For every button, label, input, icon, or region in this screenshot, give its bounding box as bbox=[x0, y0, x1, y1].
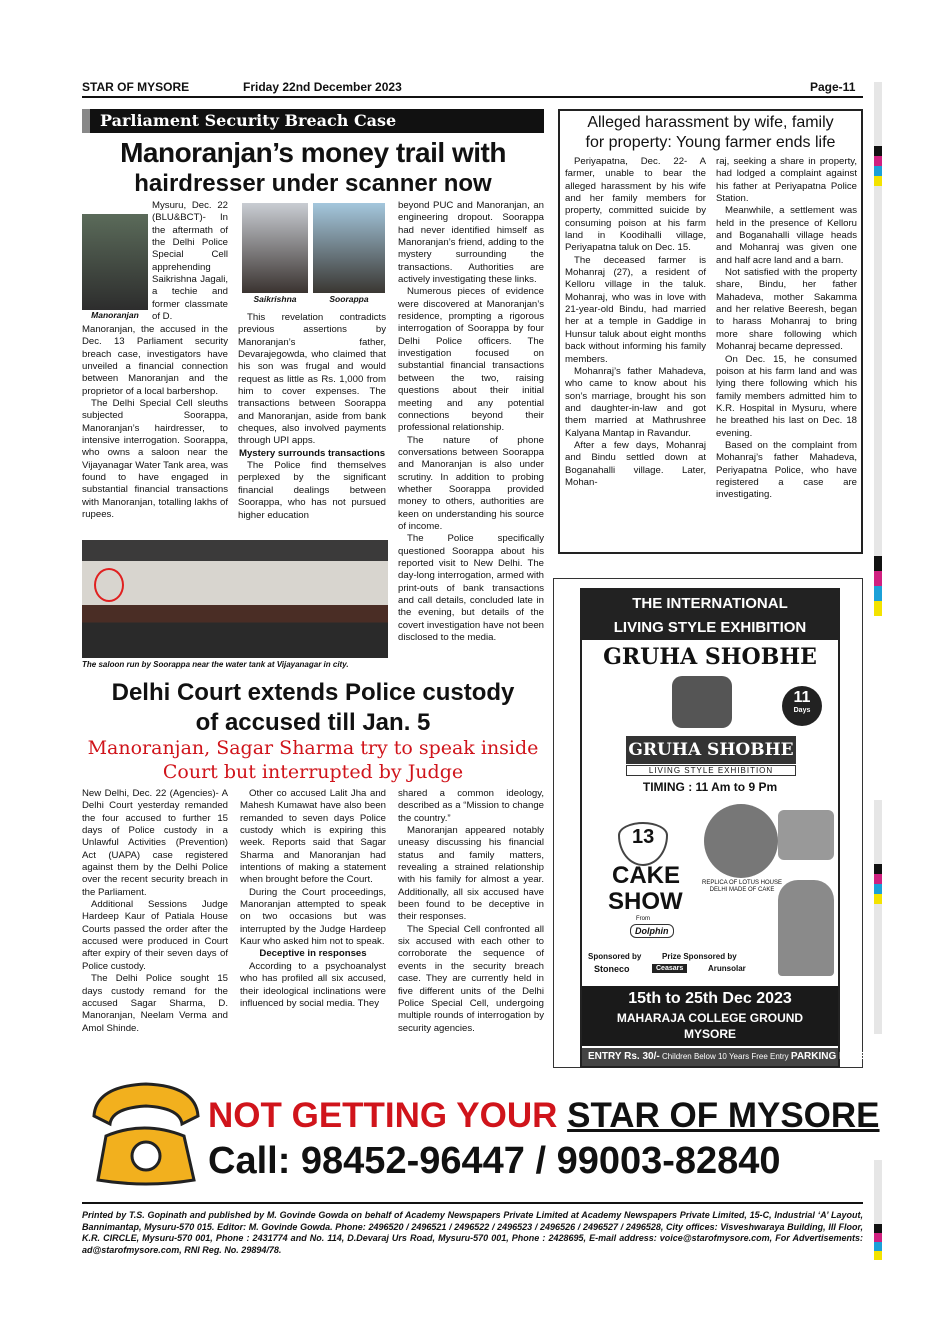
paragraph: During the Court proceedings, Manoranjan attempted to speak on two occasions but was interrupted by the Judge Hardeep Kaur who asked him not to speak. bbox=[240, 886, 386, 948]
days-badge bbox=[782, 686, 822, 726]
replica-caption: REPLICA OF LOTUS HOUSE DELHI MADE OF CAKE bbox=[701, 880, 783, 893]
sponsor-logo: Stoneco bbox=[594, 964, 630, 974]
margin-strip bbox=[874, 1160, 882, 1224]
parking: PARKING FREE bbox=[790, 1051, 866, 1062]
soorappa-photo bbox=[313, 203, 385, 293]
paper-name: STAR OF MYSORE bbox=[82, 80, 190, 94]
photo-caption: The saloon run by Soorappa near the water tank at Vijayanagar in city. bbox=[82, 660, 349, 669]
entry-bar bbox=[582, 1048, 866, 1066]
photo-caption: Manoranjan bbox=[82, 310, 148, 320]
paragraph: Manoranjan, the accused in the Dec. 13 Parliament security breach case, investigators have unveiled a financial connection between Manoranjan and the proprietor of a local barbershop. bbox=[82, 324, 228, 397]
advertisement bbox=[580, 588, 866, 1068]
paragraph: The Delhi Police sought 15 days custody remand for the accused Sagar Sharma, D. Manoranjan, Neelam Verma and Amol Shinde. bbox=[82, 973, 228, 1034]
story-kicker: Parliament Security Breach Case bbox=[100, 111, 397, 130]
saikrishna-photo bbox=[242, 203, 308, 293]
dolphin-logo: Dolphin bbox=[630, 924, 674, 938]
ad-title-line1: THE INTERNATIONAL bbox=[632, 595, 788, 612]
ad-banner bbox=[582, 590, 838, 640]
paragraph: New Delhi, Dec. 22 (Agencies)- A Delhi Court yesterday remanded the four accused to further 15 days of Police custody in a Unlawful Activities (Prevention) Act (UAPA) case registered against them by the Delhi Police over the recent security breach in the Parliament. bbox=[82, 788, 228, 898]
paragraph: The Delhi Special Cell sleuths subjected Soorappa, Manoranjan’s hairdresser, to intensive interrogation. Soorappa, who owns a saloon near the Vijayanagar Water Tank area, was found to have engaged in substantial financial transactions with Manoranjan, totalling lakhs of rupees. bbox=[82, 398, 228, 521]
paragraph: shared a common ideology, described as a “Mission to change the country.” bbox=[398, 788, 544, 824]
page-number: Page-11 bbox=[810, 80, 856, 94]
article-column bbox=[238, 312, 386, 522]
paragraph: Mysuru, Dec. 22 (BLU&BCT)- In the aftermath of the Delhi Police Special Cell apprehending Saikrishna Jagali, a techie and former classmate of D. bbox=[152, 200, 228, 323]
prize-label: Prize Sponsored by bbox=[662, 952, 737, 961]
paragraph: Mohanraj’s father Mahadeva, who came to know about his son’s marriage, brought his son and daughter-in-law and got them married at Mathrushree Kalyana Mantap in Ravandur. bbox=[565, 365, 706, 439]
paragraph: raj, seeking a share in property, had lodged a complaint against his father at Periyapatna Police Station. bbox=[716, 156, 857, 205]
color-bar bbox=[874, 556, 882, 616]
paragraph: After a few days, Mohanraj and Bindu settled down at Boganahalli village. Later, Mohan- bbox=[565, 439, 706, 488]
sponsor-logo: Arunsolar bbox=[708, 964, 746, 973]
paragraph: Numerous pieces of evidence were discovered at Manoranjan’s residence, prompting a rigorous interrogation of Soorappa by four Delhi Police officers. The investigation focused on substantial financial transactions between the two, raising questions about their initial meeting and any potential connections beyond their professional relationship. bbox=[398, 286, 544, 434]
subheading: Deceptive in responses bbox=[259, 948, 367, 960]
color-bar bbox=[874, 864, 882, 904]
banner-phone: Call: 98452-96447 / 99003-82840 bbox=[208, 1140, 781, 1182]
article-column bbox=[82, 788, 228, 1035]
sponsored-label: Sponsored by bbox=[588, 952, 642, 961]
imprint: Printed by T.S. Gopinath and published by M. Govinde Gowda on behalf of Academy Newspapers Private Limited at Academy Newspapers Private Limited, 15-C, Industrial ‘A’ Layout, Bannimantap, Mysuru-570 015. Editor: M. Govinde Gowda. Phone: 2496520 / 2496521 / 2496522 / 2496523 / 2496526 / 2496527 / 2496528, City offices: Visveshwaraya Building, III Floor, K.R. CIRCLE, Mysuru-570 001, Phone : 2431774 and No. 114, D.Devaraj Urs Road, Mysuru-570 001, Phone : 2428695, E-mail address: voice@starofmysore.com, For Advertisements: ad@starofmysore.com, RNI Reg. No. 29894/78. bbox=[82, 1210, 863, 1255]
paragraph: This revelation contradicts previous assertions by Manoranjan’s father, Devarajegowda, who claimed that his son was frugal and would request as little as Rs. 1,000 from him to cover expenses. The transactions between Soorappa and Manoranjan, aside from bank cheques, also involved payments through UPI apps. bbox=[238, 312, 386, 447]
photo-caption: Soorappa bbox=[329, 294, 369, 304]
highlight-circle bbox=[94, 568, 124, 602]
venue: MAHARAJA COLLEGE GROUND bbox=[616, 1011, 804, 1025]
color-bar bbox=[874, 1224, 882, 1260]
show-title: SHOW bbox=[608, 888, 683, 915]
paragraph: According to a psychoanalyst who has profiled all six accused, their ideological inclinations were influenced by social media. They bbox=[240, 960, 386, 1009]
photo-caption: Saikrishna bbox=[253, 294, 297, 304]
logo-subtitle: LIVING STYLE EXHIBITION bbox=[626, 765, 796, 776]
margin-strip bbox=[874, 904, 882, 1034]
article-column bbox=[82, 200, 228, 323]
paragraph: The Special Cell confronted all six accused with each other to corroborate the sequence of events in the security breach case. They are currently held in five different units of the Delhi Police Special Cell, undergoing multiple rounds of interrogation by security agencies. bbox=[398, 923, 544, 1034]
article-column bbox=[398, 200, 544, 644]
paragraph: The Police specifically questioned Soorappa about his reported visit to New Delhi. The day-long interrogation, armed with print-outs of bank transactions and call details, concluded late in the evening, but details of the covert investigation have not been disclosed to the media. bbox=[398, 533, 544, 644]
article-column bbox=[240, 788, 386, 1010]
entry-fee: ENTRY Rs. 30/- bbox=[588, 1051, 660, 1062]
days-label: Days bbox=[793, 707, 811, 714]
paragraph: Additional Sessions Judge Hardeep Kaur of Patiala House Courts passed the order after the accused were produced in Court after expiry of their seven days of Police custody. bbox=[82, 899, 228, 972]
deck: Manoranjan, Sagar Sharma try to speak inside bbox=[87, 737, 539, 759]
headline-line2: hairdresser under scanner now bbox=[134, 170, 492, 197]
banner-prompt: NOT GETTING YOUR bbox=[208, 1096, 558, 1135]
telephone-icon bbox=[86, 1076, 204, 1188]
shopper-image bbox=[778, 880, 834, 976]
footer-rule bbox=[82, 1202, 863, 1204]
house-graphic bbox=[672, 676, 732, 728]
date-venue-panel bbox=[582, 986, 838, 1046]
entry-note: Children Below 10 Years Free Entry bbox=[661, 1052, 789, 1061]
banner-paper-name: STAR OF MYSORE bbox=[567, 1096, 880, 1135]
cake-number: 13 bbox=[632, 826, 655, 848]
days-number: 11 bbox=[793, 689, 811, 706]
headline: Delhi Court extends Police custody bbox=[111, 679, 515, 706]
paragraph: Other co accused Lalit Jha and Mahesh Kumawat have also been remanded to seven days Police custody which is expiring this week. Reports said that Sagar Sharma and Manoranjan had intentions of making a statement when brought before the Court. bbox=[240, 788, 386, 886]
article-column bbox=[716, 156, 857, 502]
paragraph: The nature of phone conversations between Soorappa and Manoranjan is also under scrutiny. In addition to probing whether Soorappa provided money to others, authorities are keen on understanding his source of income. bbox=[398, 434, 544, 532]
timing: TIMING : 11 Am to 9 Pm bbox=[642, 780, 778, 794]
issue-date: Friday 22nd December 2023 bbox=[243, 80, 402, 94]
venue-city: MYSORE bbox=[683, 1027, 736, 1041]
paragraph: Based on the complaint from Mohanraj’s father Mahadeva, Periyapatna Police, who have registered a case are investigating. bbox=[716, 439, 857, 501]
logo: GRUHA SHOBHE bbox=[626, 736, 796, 764]
kicker-bar bbox=[82, 109, 544, 133]
sponsor-logo: Ceasars bbox=[652, 964, 687, 973]
cake-title: CAKE bbox=[612, 862, 681, 889]
headline: Alleged harassment by wife, family bbox=[587, 114, 834, 131]
lotus-temple-image bbox=[704, 804, 778, 878]
article-column bbox=[82, 324, 228, 522]
headline: Manoranjan’s money trail with bbox=[120, 137, 506, 168]
paragraph: Meanwhile, a settlement was held in the presence of Kelloru and Boganahalli village heads and Mohanraj was given one and half acre land and a barn. bbox=[716, 205, 857, 266]
margin-strip bbox=[874, 82, 882, 146]
paragraph: Periyapatna, Dec. 22- A farmer, unable to bear the alleged harassment by his wife and her family members for property, committed suicide by consuming poison at his farm land in Koodihalli village, Periyapatna taluk on Dec. 15. bbox=[565, 156, 706, 254]
saloon-photo bbox=[82, 540, 388, 658]
ad-brand: GRUHA SHOBHE bbox=[603, 644, 817, 670]
headline-line2: for property: Young farmer ends life bbox=[585, 134, 836, 151]
paragraph: The deceased farmer is Mohanraj (27), a resident of Kelloru village in the taluk. Mohanraj, who was in love with 21-year-old Bindu, had married her at a temple in Gaddige in Hunsur taluk about eight months back without informing his family members. bbox=[565, 254, 706, 365]
margin-strip bbox=[874, 186, 882, 556]
ad-title-line2: LIVING STYLE EXHIBITION bbox=[613, 619, 807, 636]
article-column bbox=[565, 156, 706, 489]
margin-strip bbox=[874, 800, 882, 864]
event-dates: 15th to 25th Dec 2023 bbox=[628, 990, 792, 1007]
paragraph: beyond PUC and Manoranjan, an engineering dropout. Soorappa had never identified himself as Manoranjan’s friend, adding to the mystery surrounding the transactions. Authorities are actively investigating these links. bbox=[398, 200, 544, 286]
fitness-image bbox=[778, 810, 834, 860]
paragraph: Not satisfied with the property share, Bindu, her father Mahadeva, mother Sakamma and her relative Beeresh, began to harass Mohanraj to bring more share following which Mohanraj became depressed. bbox=[716, 267, 857, 353]
banner-line1 bbox=[208, 1096, 880, 1136]
article-column bbox=[398, 788, 544, 1035]
from-label: From bbox=[636, 916, 650, 922]
color-bar bbox=[874, 146, 882, 186]
headline-line2: of accused till Jan. 5 bbox=[195, 709, 431, 736]
paragraph: The Police find themselves perplexed by the significant financial dealings between Soorappa, who has not pursued higher education bbox=[238, 460, 386, 521]
subheading: Mystery surrounds transactions bbox=[238, 447, 386, 459]
deck-line2: Court but interrupted by Judge bbox=[162, 761, 464, 783]
header-rule bbox=[82, 96, 863, 98]
paragraph: Manoranjan appeared notably uneasy discussing his financial status and family matters, revealing a strained relationship with his family for almost a year. Additionally, all six accused have been found to be deceptive in their responses. bbox=[398, 825, 544, 923]
paragraph: On Dec. 15, he consumed poison at his farm land and was lying there following which his family members admitted him to K.R. Hospital in Mysuru, where he breathed his last on Dec. 18 evening. bbox=[716, 353, 857, 439]
